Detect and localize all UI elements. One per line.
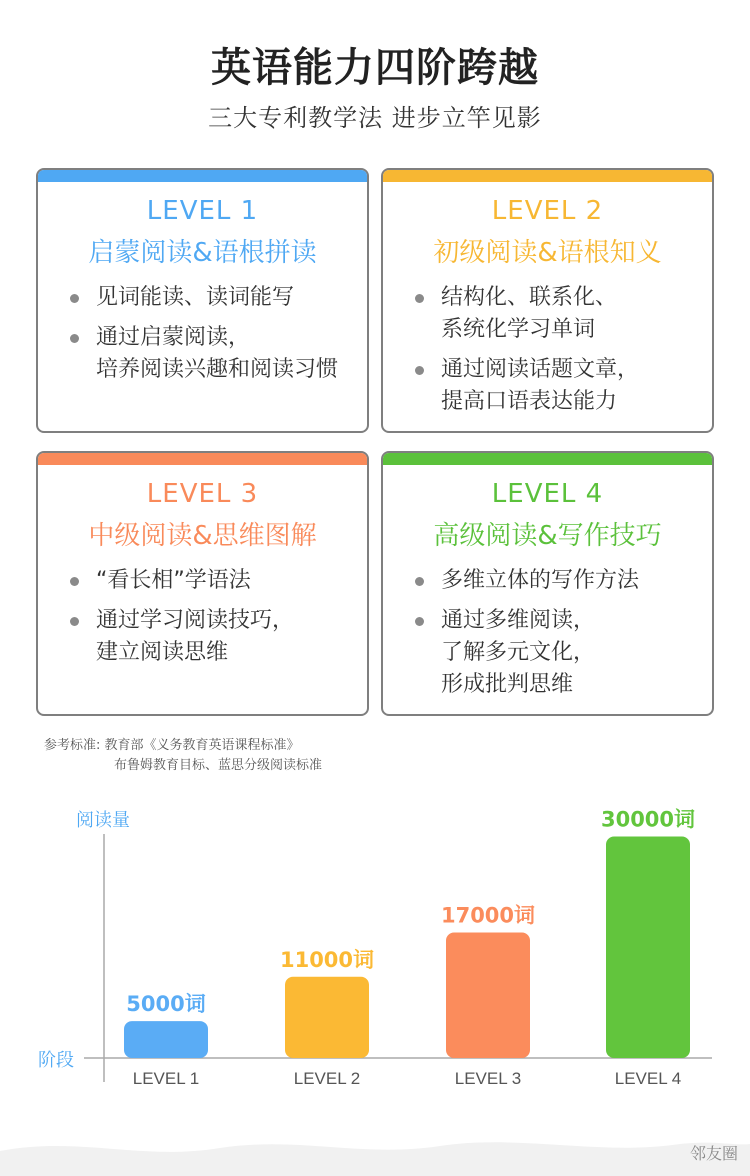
reading-volume-bar-chart bbox=[0, 790, 750, 1110]
footer-wave-decoration bbox=[0, 1116, 750, 1176]
card-subtitle: 初级阅读&语根知义 bbox=[433, 238, 662, 268]
card-bullet-item: 通过多维阅读， 了解多元文化， 形成批判思维 bbox=[413, 605, 704, 701]
bullet-dot-icon bbox=[415, 366, 424, 375]
reference-line-2: 布鲁姆教育目标、蓝思分级阅读标准 bbox=[114, 758, 323, 773]
card-bullet-item: 见词能读、读词能写 bbox=[68, 282, 359, 314]
bar-4 bbox=[606, 837, 690, 1058]
card-bullet-item: 通过学习阅读技巧， 建立阅读思维 bbox=[68, 605, 359, 669]
x-tick-label: LEVEL 2 bbox=[293, 1069, 361, 1088]
card-level-label: LEVEL 4 bbox=[491, 479, 604, 509]
card-bullet-list bbox=[413, 282, 704, 426]
card-color-bar bbox=[381, 451, 714, 465]
card-bullet-item: “看长相”学语法 bbox=[68, 565, 359, 597]
card-bullet-item: 通过阅读话题文章， 提高口语表达能力 bbox=[413, 354, 704, 418]
reference-note bbox=[44, 736, 322, 776]
bar-2 bbox=[285, 977, 369, 1058]
bullet-dot-icon bbox=[70, 334, 79, 343]
page-title: 英语能力四阶跨越 bbox=[211, 45, 539, 91]
card-bullet-list bbox=[68, 565, 359, 677]
watermark: 邻友圈 bbox=[689, 1144, 738, 1163]
x-tick-label: LEVEL 4 bbox=[614, 1069, 682, 1088]
card-color-bar bbox=[381, 168, 714, 182]
card-subtitle: 高级阅读&写作技巧 bbox=[433, 521, 662, 551]
card-bullet-item: 结构化、联系化、 系统化学习单词 bbox=[413, 282, 704, 346]
level-card-1 bbox=[36, 168, 369, 433]
card-bullet-item: 通过启蒙阅读， 培养阅读兴趣和阅读习惯 bbox=[68, 322, 359, 386]
bar-1 bbox=[124, 1021, 208, 1058]
bullet-dot-icon bbox=[415, 617, 424, 626]
bar-data-label: 30000词 bbox=[600, 807, 696, 832]
page-subtitle: 三大专利教学法 进步立竿见影 bbox=[208, 104, 542, 132]
card-color-bar bbox=[36, 451, 369, 465]
y-axis-label: 阅读量 bbox=[76, 810, 130, 831]
x-tick-label: LEVEL 1 bbox=[132, 1069, 200, 1088]
level-card-2 bbox=[381, 168, 714, 433]
reference-line-1: 参考标准: 教育部《义务教育英语课程标准》 bbox=[44, 738, 300, 753]
card-subtitle: 启蒙阅读&语根拼读 bbox=[88, 238, 317, 268]
bullet-dot-icon bbox=[70, 294, 79, 303]
card-subtitle: 中级阅读&思维图解 bbox=[88, 521, 317, 551]
bullet-dot-icon bbox=[70, 577, 79, 586]
bar-data-label: 17000词 bbox=[440, 903, 536, 928]
level-card-4 bbox=[381, 451, 714, 716]
card-level-label: LEVEL 3 bbox=[146, 479, 259, 509]
card-bullet-list bbox=[413, 565, 704, 709]
bar-3 bbox=[446, 932, 530, 1058]
card-color-bar bbox=[36, 168, 369, 182]
card-bullet-item: 多维立体的写作方法 bbox=[413, 565, 704, 597]
x-axis-label: 阶段 bbox=[38, 1050, 74, 1071]
bar-data-label: 11000词 bbox=[279, 947, 375, 972]
level-card-3 bbox=[36, 451, 369, 716]
card-level-label: LEVEL 2 bbox=[491, 196, 604, 226]
bullet-dot-icon bbox=[415, 577, 424, 586]
x-tick-label: LEVEL 3 bbox=[454, 1069, 522, 1088]
card-bullet-list bbox=[68, 282, 359, 394]
card-level-label: LEVEL 1 bbox=[146, 196, 259, 226]
bar-data-label: 5000词 bbox=[126, 992, 206, 1017]
bullet-dot-icon bbox=[70, 617, 79, 626]
bullet-dot-icon bbox=[415, 294, 424, 303]
